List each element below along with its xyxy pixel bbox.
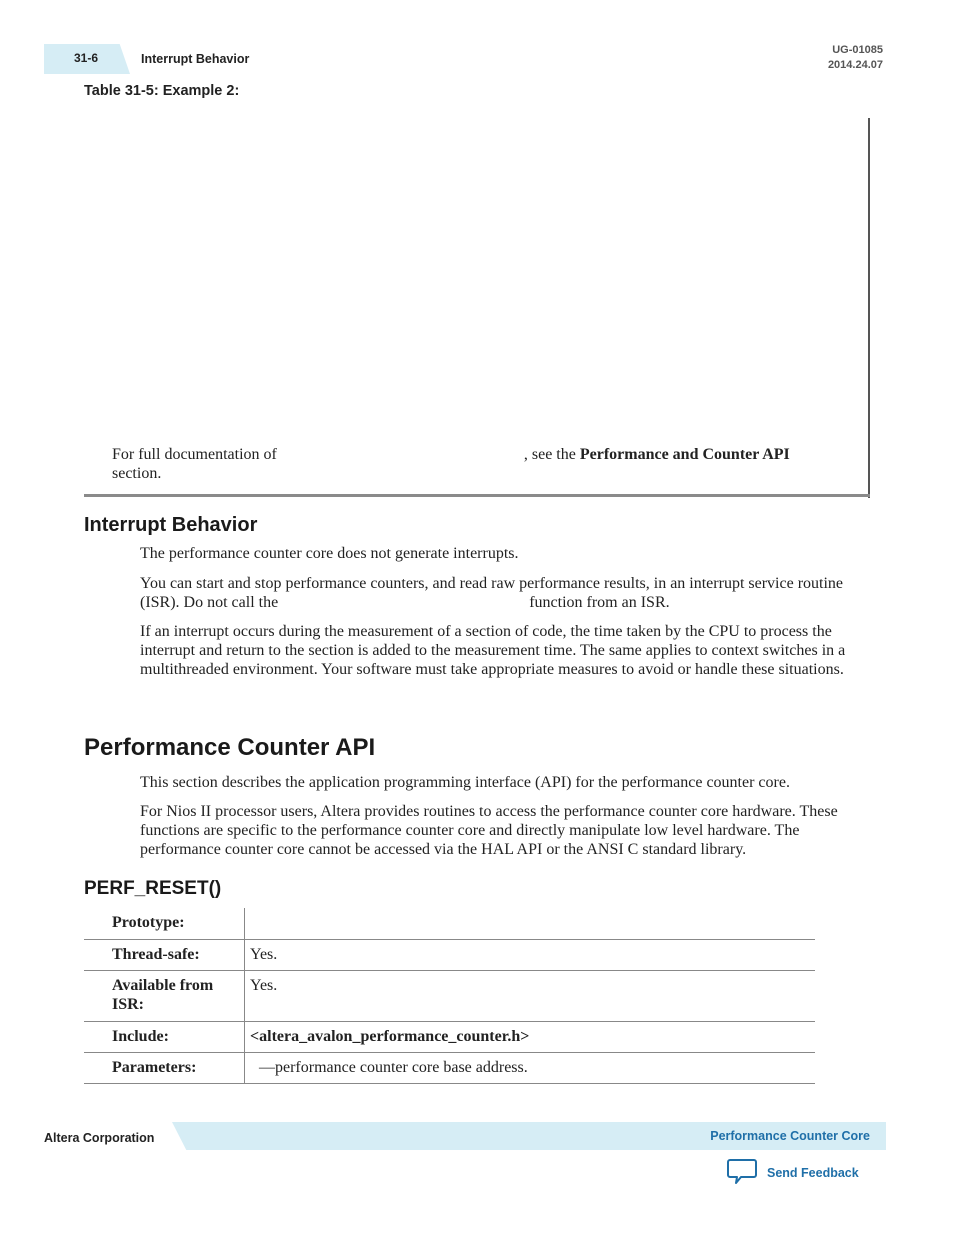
row-value: Yes. xyxy=(250,977,278,994)
send-feedback-button[interactable] xyxy=(727,1158,859,1188)
row-value: <altera_avalon_performance_counter.h> xyxy=(250,1028,530,1045)
row-key: Prototype: xyxy=(84,908,245,940)
footer-chapter-link[interactable]: Performance Counter Core xyxy=(710,1129,870,1143)
performance-counter-api-heading: Performance Counter API xyxy=(84,734,376,761)
row-key: Thread-safe: xyxy=(84,940,245,971)
row-key: Include: xyxy=(84,1022,245,1053)
interrupt-paragraph-2-text-a: You can start and stop performance counters, and read raw performance results, in an interrupt service routine (ISR). Do not call the xyxy=(140,575,844,611)
interrupt-behavior-heading: Interrupt Behavior xyxy=(84,514,258,536)
row-value xyxy=(245,908,816,940)
perf-reset-heading: PERF_RESET() xyxy=(84,878,222,899)
page-number: 31-6 xyxy=(74,51,99,65)
table-row xyxy=(84,908,815,940)
example-note xyxy=(112,445,832,483)
interrupt-paragraph-2-text-b: function from an ISR. xyxy=(529,594,670,611)
document-date: 2014.24.07 xyxy=(827,59,883,71)
api-paragraph-2: For Nios II processor users, Altera provides routines to access the performance counter core hardware. These functions are specific to the performance counter core and directly manipulate low level hardware. The performance counter core cannot be accessed via the HAL API or the ANSI C standard library. xyxy=(140,803,838,858)
table-caption: Table 31-5: Example 2: xyxy=(84,83,240,99)
example-note-text-3: section. xyxy=(112,465,162,482)
example-note-text-1: For full documentation of xyxy=(112,446,277,463)
document-id: UG-01085 xyxy=(832,44,883,56)
perf-reset-reference-table xyxy=(84,908,815,1084)
example-table-bottom-border xyxy=(84,494,870,497)
table-row xyxy=(84,940,815,971)
row-value: Yes. xyxy=(250,946,278,963)
api-paragraph-1: This section describes the application programming interface (API) for the performance counter core. xyxy=(140,774,790,791)
document-id-block xyxy=(828,43,883,73)
running-header-title: Interrupt Behavior xyxy=(141,52,250,66)
footer-company: Altera Corporation xyxy=(44,1131,155,1145)
row-key: Parameters: xyxy=(84,1053,245,1084)
table-row xyxy=(84,971,815,1022)
table-row xyxy=(84,1022,815,1053)
example-note-link-text: Performance and Counter API xyxy=(579,446,790,463)
interrupt-paragraph-2 xyxy=(140,574,865,612)
row-key: Available from ISR: xyxy=(84,971,245,1022)
example-table-right-border xyxy=(868,118,870,498)
interrupt-paragraph-3: If an interrupt occurs during the measurement of a section of code, the time taken by the CPU to process the interrupt and return to the section is added to the measurement time. The same applies to context switches in a multithreaded environment. Your software must take appropriate measures to avoid or handle these situations. xyxy=(140,623,846,678)
row-value-cell xyxy=(245,1053,816,1084)
row-value: —performance counter core base address. xyxy=(259,1059,528,1076)
send-feedback-label: Send Feedback xyxy=(767,1166,859,1180)
table-row xyxy=(84,1053,815,1084)
interrupt-paragraph-1: The performance counter core does not generate interrupts. xyxy=(140,545,519,562)
example-note-text-2: , see the xyxy=(523,446,576,463)
feedback-speech-bubble-icon xyxy=(727,1157,757,1190)
